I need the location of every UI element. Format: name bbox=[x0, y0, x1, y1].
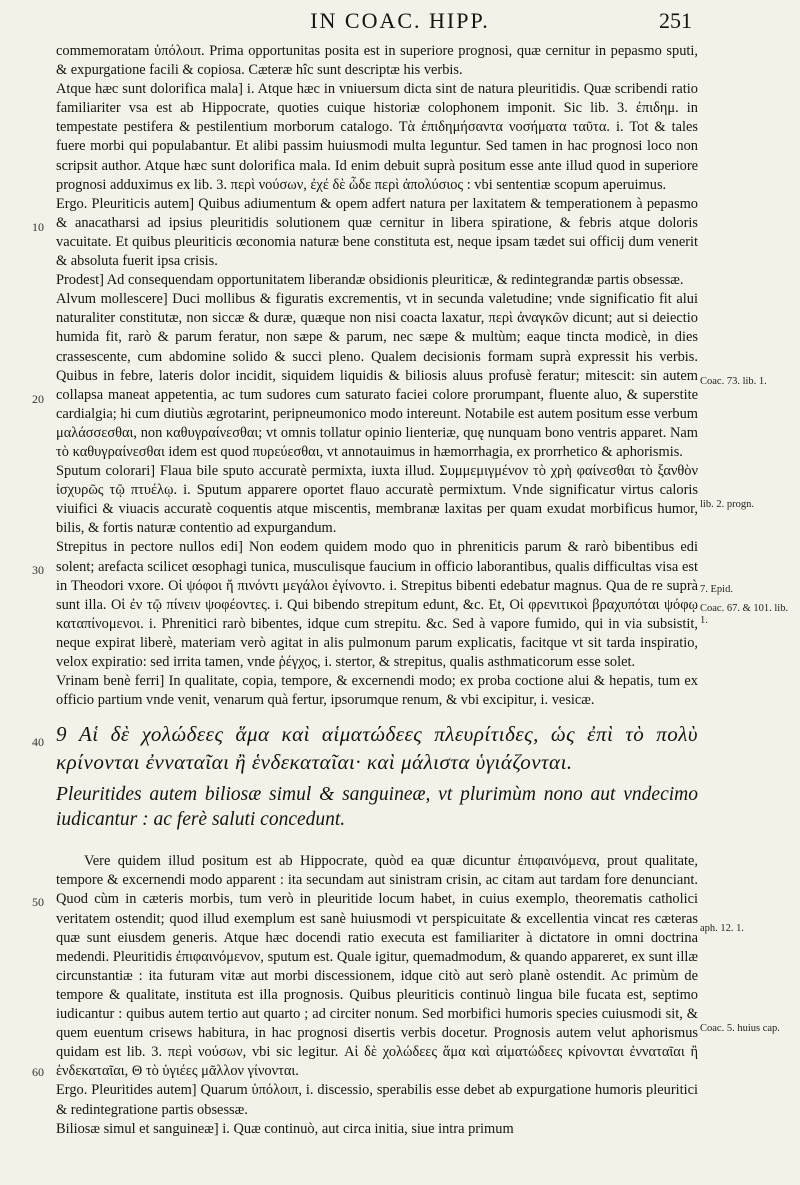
line-number: 50 bbox=[32, 895, 44, 909]
margin-note: 7. Epid. bbox=[700, 584, 733, 595]
line-number: 10 bbox=[32, 220, 44, 234]
page-header bbox=[0, 6, 800, 40]
margin-note: Coac. 67. & 101. lib. 1. bbox=[700, 603, 789, 626]
paragraph: Vere quidem illud positum est ab Hippocrate, quòd ea quæ dicuntur ἐπιφαινόμενα, prout qualitate, tempore & excernendi modo apparent : ita secundam aut sinistram crisin, ac citam aut tardam fore denunciant. Quod cùm in cæteris morbis, tum verò in pleuritide locum habet, in cuius exemplo, theorematis catholici veritatem ostendit; quod illud exemplum est sanè huiusmodi vt perspicuitate & excellentia vincat res cæteras quæ sunt eiusdem generis. Atque hæc docendi ratio executa est familiariter à dictatore in omni doctrina medendi. Pleuritidis ἐπιφαινόμενον, sputum est. Quale igitur, quemadmodum, & quando appareret, ex sunt illæ circunstantiæ : ita futuram vitæ aut morbi discessionem, idque citò aut serò planè ostendit. Ac primùm de tempore & qualitate, instituta est illa prognosis. Quibus pleuriticis continuò lingua bile fucata est, septimo iudicantur : quibus autem tertio aut quarto ; ad circiter nonum. Sed morbifici humoris species cuiusmodi sit, & quem euentum crisews habitura, in hac prognosi disertis verbis docetur. Prognosis autem velut aphorismus quidam est lib. 3. περὶ νούσων, vbi sic legitur. Αἱ δὲ χολώδεες ἅμα καὶ αἱματώδεες κρίνονται ἐνναταῖαι ἢ ἑνδεκαταῖαι, Θ τὸ ὑγιέες μᾶλλον γίνονται. bbox=[56, 853, 698, 1080]
aphorism-greek-text bbox=[56, 720, 698, 776]
line-number: 30 bbox=[32, 563, 44, 577]
paragraph: Prodest] Ad consequendam opportunitatem liberandæ obsidionis pleuriticæ, & redintegrandæ partis obsessæ. bbox=[56, 272, 684, 289]
line-number: 60 bbox=[32, 1065, 44, 1079]
paragraph: Alvum mollescere] Duci mollibus & figuratis excrementis, vt in secunda valetudine; vnde significatio fit alui naturaliter constitutæ, non siccæ & duræ, quæque non nisi coacta laxatur, περὶ ἀναγκῶν dicunt; aut si deiectio humida fit, rarò & parum feratur, non sæpe & parum, nec sæpe & multùm; eaque tincta modicè, in dies crassescente, cum abdomine solido & succi pleno. Qualem decisionis formam suprà expressit his verbis. Quibus in febre, lateris dolor incidit, siquidem liquidis & biliosis aluus profusè feratur; mitescit: sin autem collapsa maneat appetentia, ac tum sudores cum saturato faciei colore prorumpant, fluente aluo, & superstite cardialgia; hi cum diutiùs ægrotarint, peripneumonico modo intereunt. Notabile est autem positum esse verbum μαλάσσεσθαι, non καθυγραίνεσθαι; vt omnis tollatur opinio lienteriæ, quę nunquam bono ventris apparet. Nam τὸ καθυγραίνεσθαι idem est quod πυρεύεσθαι, vt annotauimus in hæmorrhagia, ex prorrhetico & aphorismis. bbox=[56, 291, 698, 460]
paragraph: Ergo. Pleuritides autem] Quarum ὑπόλοιπ, i. discessio, sperabilis esse debet ab expurgatione humoris pleuritici & redintegratione partis obsessæ. bbox=[56, 1082, 698, 1118]
paragraph: Atque hæc sunt dolorifica mala] i. Atque hæc in vniuersum dicta sint de natura pleuritidis. Quæ scribendi ratio familiariter vsa est ab Hippocrate, quoties cuique historiæ colophonem imponit. Sic lib. 3. ἐπιδημ. in tempestate pestifera & pestilentium morborum catalogo. Τὰ ἐπιδημήσαντα νοσήματα ταῦτα. i. Tot & tales fuere morbi qui populabantur. Et alibi passim huiusmodi multa leguntur. Sed tamen in hac prognosi loco non scripsit author. Atque hæc sunt dolorifica mala. Id enim debuit suprà positum esse ante illud quod in superiore prognosi adduximus ex lib. 3. περὶ νούσων, ἐχέ δὲ ὧδε περὶ ἀπολύσιος : vbi sententiæ scopum aperuimus. bbox=[56, 81, 698, 193]
aphorism-greek: Αἱ δὲ χολώδεες ἅμα καὶ αἱματώδεες πλευρίτιδες, ὡς ἐπὶ τὸ πολὺ κρίνονται ἐνναταῖαι ἢ ἑνδεκαταῖαι· καὶ μάλιστα ὑγιάζονται. bbox=[56, 722, 699, 775]
paragraph: Biliosæ simul et sanguineæ] i. Quæ continuò, aut circa initia, siue intra primum bbox=[56, 1120, 514, 1137]
aphorism-number: 9 bbox=[56, 722, 67, 747]
paragraph: Vrinam benè ferri] In qualitate, copia, tempore, & excernendi modo; ex proba coctione alui & hepatis, tum ex officio partium vnde venit, venarum quà fertur, ipsorumque renum, & vbi excipitur, i. vesicæ. bbox=[56, 673, 698, 709]
margin-note: lib. 2. progn. bbox=[700, 499, 754, 510]
margin-note: aph. 12. 1. bbox=[700, 923, 745, 934]
running-head: IN COAC. HIPP. bbox=[310, 8, 490, 33]
paragraph: Sputum colorari] Flaua bile sputo accuratè permixta, iuxta illud. Συμμεμιγμένον τὸ χρὴ φαίνεσθαι τὸ ξανθὸν ἰσχυρῶς τῷ πτυέλῳ. i. Sputum apparere oportet flauo accuratè permixtum. Vnde significatur virtus caloris viuifici & viuacis accuratè coquentis atque miscentis, membranæ laxitas per quam exudat morbificus humor, bilis, & fortis naturæ contentio ad expurgandum. bbox=[56, 463, 698, 537]
text-block bbox=[56, 42, 698, 1139]
aphorism-latin: Pleuritides autem biliosæ simul & sanguineæ, vt plurimùm nono aut vndecimo iudicantur : ac ferè saluti concedunt. bbox=[56, 784, 698, 831]
aphorism bbox=[56, 720, 698, 832]
paragraph: commemoratam ὑπόλοιπ. Prima opportunitas posita est in superiore prognosi, quæ cernitur in pepasmo sputi, & expurgatione facili & copiosa. Cæteræ hîc sunt descriptæ his verbis. bbox=[56, 43, 698, 79]
paragraph: Ergo. Pleuriticis autem] Quibus adiumentum & opem adfert natura per laxitatem & temperationem à pepasmo & anacatharsi ad ipsius pleuritidis solutionem quæ cernitur in libera spiratione, & febris atque doloris vacuitate. Et quibus pleuriticis œconomia naturæ bene constituta est, neque ipsam tædet sui officij dum venerit & absoluta fuerit ipsa crisis. bbox=[56, 195, 698, 270]
margin-note: Coac. 5. huius cap. bbox=[700, 1023, 780, 1034]
line-number: 40 bbox=[32, 735, 44, 749]
paragraph: Strepitus in pectore nullos edi] Non eodem quidem modo quo in phreniticis parum & rarò bibentibus edi solent; arefacta scilicet œsophagi tunica, musculisque faucium in officio laborantibus, qualis difficultas visa est in Theodori vxore. Οἱ ψόφοι ἤ πινόντι μεγάλοι ἐγίνοντο. i. Strepitus bibenti edebatur magnus. Qua de re suprà sunt illa. Οἱ ἐν τῷ πίνειν ψοφέοντες. i. Qui bibendo strepitum edunt, &c. Et, Οἱ φρενιτικοὶ βραχυπόται ψόφῳ καταπίνομενοι. i. Phrenitici rarò bibentes, idque cum strepitu. &c. Sed à vapore fumido, qui in via subsistit, neque expirat liberè, materiam verò agitat in alis pulmonum parum explicatis, facitque vt sit tarda inspiratio, velox expiratio: sed irrita tamen, vnde ῥέγχος, i. stertor, & strepitus, qualis asthmaticorum esse solet. bbox=[56, 539, 698, 670]
line-number: 20 bbox=[32, 392, 44, 406]
margin-note: Coac. 73. lib. 1. bbox=[700, 376, 767, 387]
page-number: 251 bbox=[659, 8, 692, 33]
